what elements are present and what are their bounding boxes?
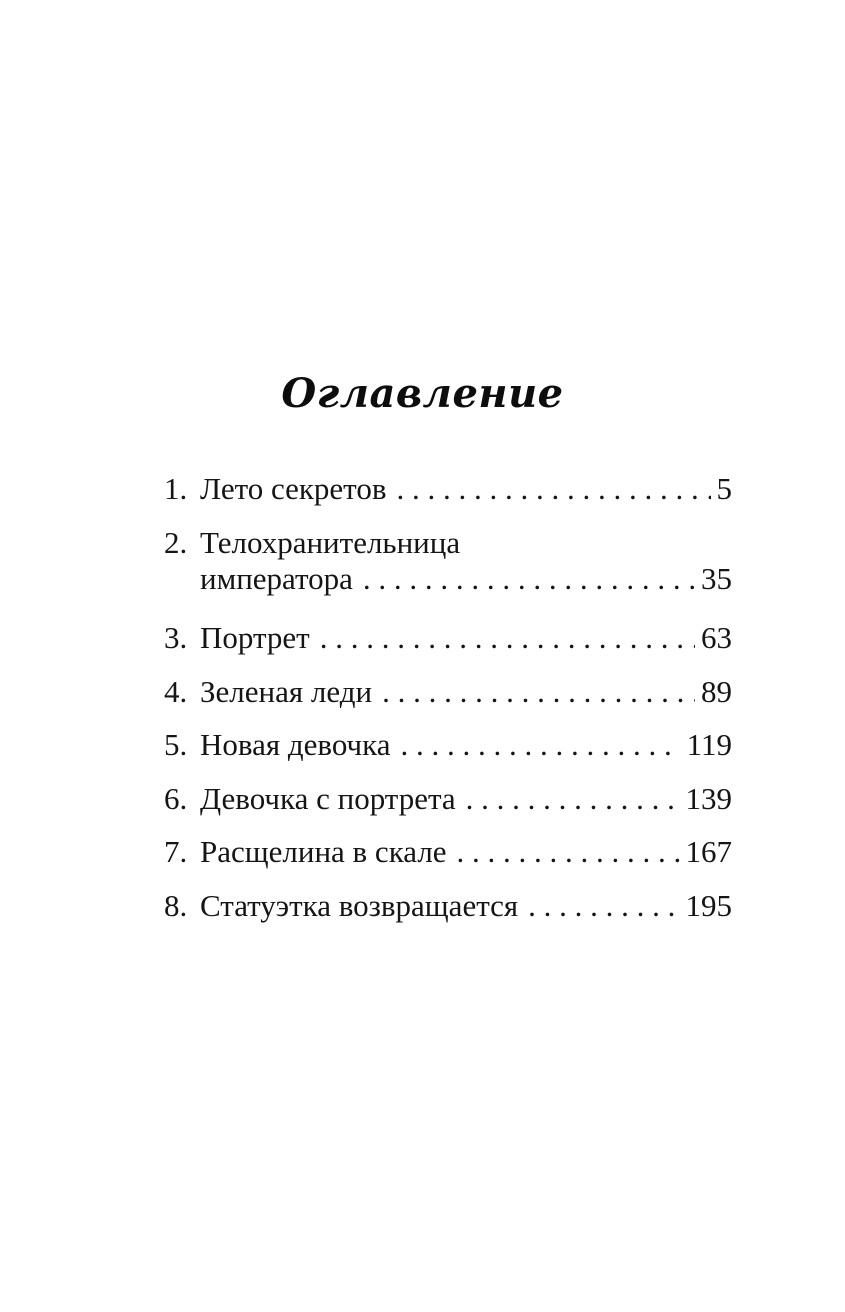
entry-page-number: 119 [686, 727, 732, 762]
entry-page-number: 35 [701, 560, 732, 596]
entry-number: 8. [164, 887, 188, 923]
toc-entry-7 [164, 825, 732, 879]
entry-page-number: 63 [701, 620, 732, 655]
toc-entry-8 [164, 879, 732, 933]
dot-leader [382, 665, 695, 719]
toc-heading: Оглавление [281, 370, 564, 417]
dot-leader [457, 825, 680, 879]
entry-title: Расщелина в скале [200, 834, 447, 869]
entry-number: 5. [164, 727, 188, 762]
dot-leader [400, 718, 680, 772]
entry-title: Лето секретов [200, 471, 387, 506]
toc-entry-6 [164, 772, 732, 826]
entry-page-number: 89 [701, 673, 732, 709]
dot-leader [320, 611, 695, 665]
entry-title-line1: Телохранительница [200, 524, 461, 560]
entry-title: Портрет [200, 620, 310, 655]
dot-leader [396, 462, 710, 516]
entry-page-number: 5 [716, 471, 732, 506]
entry-title: Зеленая леди [200, 673, 373, 709]
entry-number: 1. [164, 471, 188, 506]
toc-entry-1 [164, 462, 732, 516]
entry-title: Статуэтка возвращается [200, 887, 519, 923]
entry-page-number: 139 [685, 780, 732, 816]
entry-title: Новая девочка [200, 727, 391, 762]
entry-title-line2: императора [200, 560, 353, 596]
table-of-contents [164, 462, 732, 932]
dot-leader [528, 879, 679, 933]
entry-number: 4. [164, 673, 188, 709]
dot-leader [363, 558, 695, 600]
entry-title: Девочка с портрета [200, 780, 456, 816]
toc-entry-2-continued [164, 558, 732, 612]
toc-entry-3 [164, 611, 732, 665]
entry-number: 2. [164, 524, 188, 560]
toc-entry-2 [164, 516, 732, 558]
dot-leader [466, 772, 680, 826]
entry-number: 7. [164, 834, 188, 869]
entry-page-number: 167 [685, 834, 732, 869]
entry-page-number: 195 [685, 887, 732, 923]
toc-entry-4 [164, 665, 732, 719]
toc-entry-5 [164, 718, 732, 772]
entry-number: 3. [164, 620, 188, 655]
entry-number: 6. [164, 780, 188, 816]
